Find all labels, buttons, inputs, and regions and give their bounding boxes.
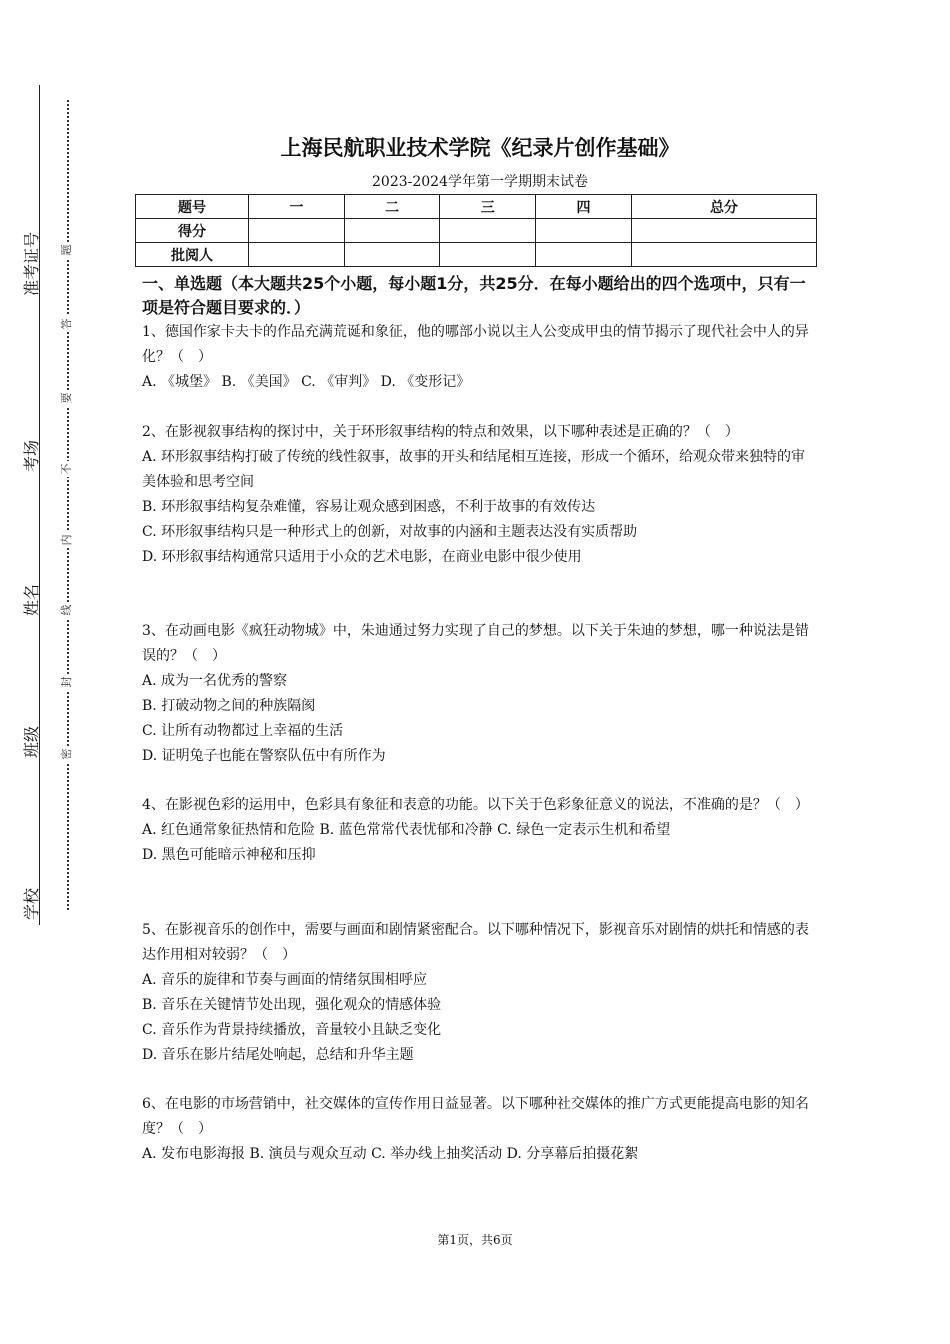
score-row <box>136 219 817 243</box>
grader-cell[interactable] <box>249 243 345 267</box>
question-option: C. 音乐作为背景持续播放，音量较小且缺乏变化 <box>142 1022 442 1038</box>
seal-char: 不 <box>59 461 75 477</box>
question-option: B. 打破动物之间的种族隔阂 <box>142 698 316 714</box>
question-option: B. 音乐在关键情节处出现，强化观众的情感体验 <box>142 997 442 1013</box>
score-cell[interactable] <box>249 219 345 243</box>
score-table-header: 一 <box>249 195 345 219</box>
score-table <box>135 194 817 267</box>
question-5 <box>142 918 810 1068</box>
binding-margin <box>0 0 110 1344</box>
question-option: D. 黑色可能暗示神秘和压抑 <box>142 847 316 863</box>
score-row-label: 得分 <box>136 219 249 243</box>
question-stem: 3、在动画电影《疯狂动物城》中，朱迪通过努力实现了自己的梦想。以下关于朱迪的梦想，哪一种说法是错误的？（ ） <box>142 623 809 664</box>
question-option: D. 环形叙事结构通常只适用于小众的艺术电影，在商业电影中很少使用 <box>142 549 582 565</box>
question-option: A. 环形叙事结构打破了传统的线性叙事，故事的开头和结尾相互连接，形成一个循环，给观众带来独特的审美体验和思考空间 <box>142 449 806 490</box>
seal-char: 要 <box>59 390 75 406</box>
question-option: D. 音乐在影片结尾处响起，总结和升华主题 <box>142 1047 414 1063</box>
score-table-header: 二 <box>344 195 440 219</box>
seal-char: 内 <box>59 532 75 548</box>
question-2 <box>142 420 810 570</box>
seal-char: 答 <box>59 316 75 332</box>
question-stem: 5、在影视音乐的创作中，需要与画面和剧情紧密配合。以下哪种情况下，影视音乐对剧情的烘托和情感的表达作用相对较弱？（ ） <box>142 922 809 963</box>
score-table-header: 总分 <box>631 195 816 219</box>
grader-cell[interactable] <box>440 243 536 267</box>
question-stem: 1、德国作家卡夫卡的作品充满荒诞和象征，他的哪部小说以主人公变成甲虫的情节揭示了现代社会中人的异化？（ ） <box>142 324 809 365</box>
grader-cell[interactable] <box>344 243 440 267</box>
question-stem: 4、在影视色彩的运用中，色彩具有象征和表意的功能。以下关于色彩象征意义的说法，不准确的是？（ ） <box>142 797 809 813</box>
seal-char: 线 <box>59 602 75 618</box>
question-option: C. 让所有动物都过上幸福的生活 <box>142 723 344 739</box>
school-label: 学校 <box>22 887 41 920</box>
grader-cell[interactable] <box>631 243 816 267</box>
exam-id-label: 准考证号 <box>22 231 41 296</box>
score-table-header-row <box>136 195 817 219</box>
seal-char: 题 <box>59 242 75 258</box>
question-option: A. 发布电影海报 B. 演员与观众互动 C. 举办线上抽奖活动 D. 分享幕后拍摄花絮 <box>142 1146 639 1162</box>
name-label: 姓名 <box>22 583 41 616</box>
question-stem: 6、在电影的市场营销中，社交媒体的宣传作用日益显著。以下哪种社交媒体的推广方式更能提高电影的知名度？（ ） <box>142 1096 809 1137</box>
question-option: A. 音乐的旋律和节奏与画面的情绪氛围相呼应 <box>142 972 428 988</box>
seal-dotted-line <box>67 100 69 910</box>
question-option: C. 环形叙事结构只是一种形式上的创新，对故事的内涵和主题表达没有实质帮助 <box>142 524 638 540</box>
grader-row-label: 批阅人 <box>136 243 249 267</box>
binding-solid-line <box>39 85 40 925</box>
score-cell[interactable] <box>440 219 536 243</box>
question-option: D. 证明兔子也能在警察队伍中有所作为 <box>142 748 386 764</box>
score-cell[interactable] <box>536 219 632 243</box>
score-table-header: 三 <box>440 195 536 219</box>
question-4 <box>142 793 810 868</box>
page-subtitle: 2023-2024学年第一学期期末试卷 <box>372 174 588 190</box>
question-6 <box>142 1092 810 1167</box>
seal-char: 密 <box>59 746 75 762</box>
question-option: A. 红色通常象征热情和危险 B. 蓝色常常代表忧郁和冷静 C. 绿色一定表示生机和希望 <box>142 822 671 838</box>
grader-cell[interactable] <box>536 243 632 267</box>
grader-row <box>136 243 817 267</box>
score-table-header: 四 <box>536 195 632 219</box>
question-option: A. 成为一名优秀的警察 <box>142 673 288 689</box>
question-option: B. 环形叙事结构复杂难懂，容易让观众感到困惑，不利于故事的有效传达 <box>142 499 596 515</box>
question-stem: 2、在影视叙事结构的探讨中，关于环形叙事结构的特点和效果，以下哪种表述是正确的？（ ） <box>142 424 739 440</box>
score-table-header: 题号 <box>136 195 249 219</box>
section-heading: 一、单选题（本大题共25个小题，每小题1分，共25分．在每小题给出的四个选项中，只有一项是符合题目要求的．） <box>142 274 806 317</box>
page-footer: 第1页，共6页 <box>437 1233 513 1247</box>
class-label: 班级 <box>22 725 41 758</box>
question-option: A. 《城堡》 B. 《美国》 C. 《审判》 D. 《变形记》 <box>142 374 471 390</box>
score-cell[interactable] <box>631 219 816 243</box>
exam-room-label: 考场 <box>22 439 41 472</box>
seal-char: 封 <box>59 674 75 690</box>
question-3 <box>142 619 810 769</box>
page-title: 上海民航职业技术学院《纪录片创作基础》 <box>280 136 680 160</box>
score-cell[interactable] <box>344 219 440 243</box>
question-1 <box>142 320 810 395</box>
